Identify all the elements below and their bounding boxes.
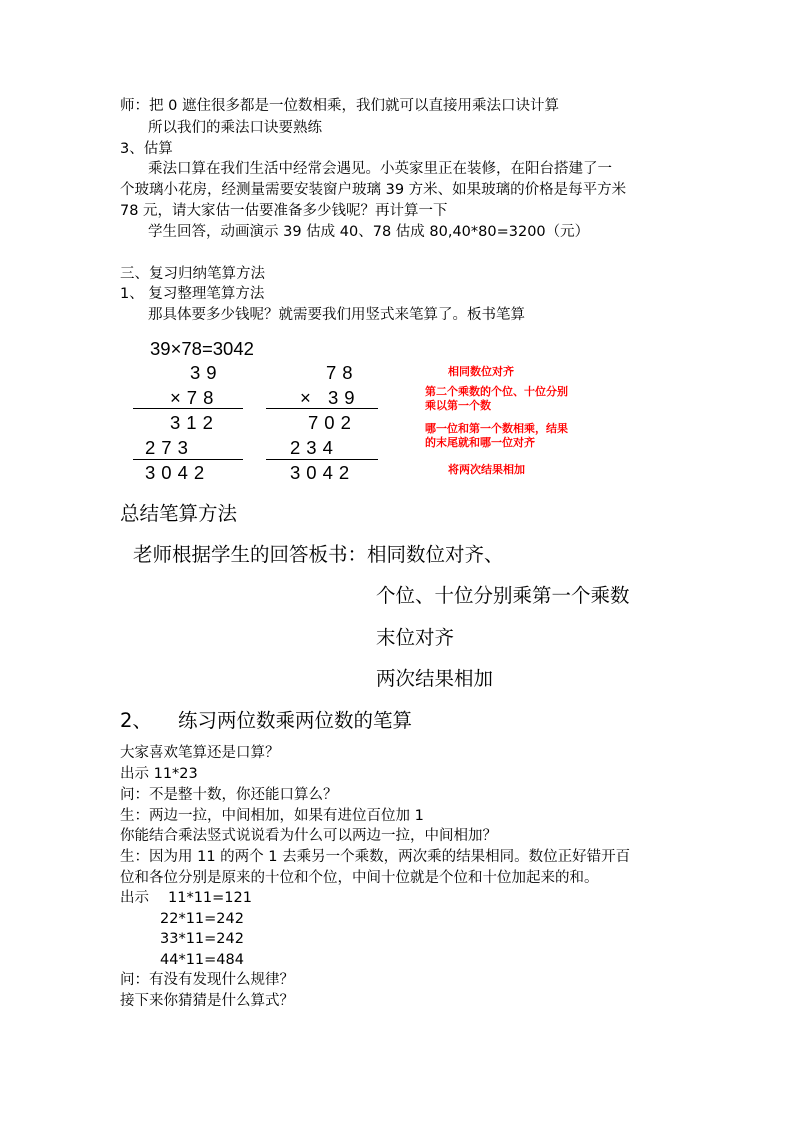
summary-line-4: 两次结果相加	[376, 667, 494, 690]
summary-heading: 总结笔算方法	[120, 502, 238, 525]
intro-line-1: 师：把 0 遮住很多都是一位数相乘，我们就可以直接用乘法口诀计算	[120, 98, 559, 114]
estimate-paragraph-line-3: 78 元，请大家估一估要准备多少钱呢？再计算一下	[120, 203, 448, 219]
show-label: 出示	[120, 890, 149, 906]
left-top-number: 39	[190, 362, 223, 383]
estimate-answer: 学生回答，动画演示 39 估成 40、78 估成 80,40*80=3200（元）	[148, 224, 590, 240]
review-heading: 三、复习归纳笔算方法	[120, 266, 265, 282]
example-2: 22*11=242	[160, 911, 244, 927]
practice-line-4: 生：两边一拉，中间相加，如果有进位百位加 1	[120, 808, 424, 824]
summary-line-2: 个位、十位分别乘第一个乘数	[376, 584, 630, 607]
note-align-digits: 相同数位对齐	[448, 365, 514, 378]
practice-number: 2、	[120, 709, 152, 732]
right-top-number: 78	[326, 362, 359, 383]
left-rule-1	[133, 408, 243, 409]
estimate-heading: 3、估算	[120, 141, 173, 157]
note-add-results: 将两次结果相加	[448, 463, 525, 476]
summary-line-1: 老师根据学生的回答板书：相同数位对齐、	[133, 543, 504, 566]
practice-line-2: 出示 11*23	[120, 766, 198, 782]
left-multiplier: ×78	[170, 387, 220, 408]
note-align-end-line-1: 哪一位和第一个数相乘，结果	[425, 422, 568, 435]
practice-line-3: 问：不是整十数，你还能口算么？	[120, 787, 338, 803]
right-partial-1: 702	[308, 412, 357, 433]
review-text: 那具体要多少钱呢？就需要我们用竖式来笔算了。板书笔算	[148, 307, 525, 323]
example-1: 11*11=121	[168, 890, 252, 906]
note-align-end-line-2: 的末尾就和哪一位对齐	[425, 436, 535, 449]
practice-line-7: 位和各位分别是原来的十位和个位，中间十位就是个位和十位加起来的和。	[120, 870, 599, 886]
example-4: 44*11=484	[160, 952, 244, 968]
review-subheading: 1、 复习整理笔算方法	[120, 286, 265, 302]
estimate-paragraph-line-2: 个玻璃小花房，经测量需要安装窗户玻璃 39 方米、如果玻璃的价格是每平方米	[120, 182, 627, 198]
left-result: 3042	[145, 462, 211, 483]
question-guess: 接下来你猜猜是什么算式？	[120, 993, 294, 1009]
left-rule-2	[133, 459, 243, 460]
note-multiply-line-2: 乘以第一个数	[425, 399, 491, 412]
left-partial-2: 273	[145, 437, 194, 458]
practice-line-6: 生：因为用 11 的两个 1 去乘另一个乘数，两次乘的结果相同。数位正好错开百	[120, 849, 631, 865]
estimate-paragraph-line-1: 乘法口算在我们生活中经常会遇见。小英家里正在装修，在阳台搭建了一	[148, 161, 612, 177]
right-multiplier: × 39	[300, 387, 361, 408]
practice-heading: 练习两位数乘两位数的笔算	[178, 709, 413, 732]
practice-line-1: 大家喜欢笔算还是口算？	[120, 745, 280, 761]
note-multiply-line-1: 第二个乘数的个位、十位分别	[425, 385, 568, 398]
right-result: 3042	[290, 462, 356, 483]
right-rule-1	[266, 408, 378, 409]
intro-line-2: 所以我们的乘法口诀要熟练	[148, 120, 322, 136]
board-equation: 39×78=3042	[150, 338, 254, 359]
example-3: 33*11=242	[160, 931, 244, 947]
summary-line-3: 末位对齐	[376, 626, 455, 649]
left-partial-1: 312	[170, 412, 219, 433]
right-rule-2	[266, 459, 378, 460]
right-partial-2: 234	[290, 437, 339, 458]
question-pattern: 问：有没有发现什么规律？	[120, 972, 294, 988]
practice-line-5: 你能结合乘法竖式说说看为什么可以两边一拉，中间相加？	[120, 828, 497, 844]
